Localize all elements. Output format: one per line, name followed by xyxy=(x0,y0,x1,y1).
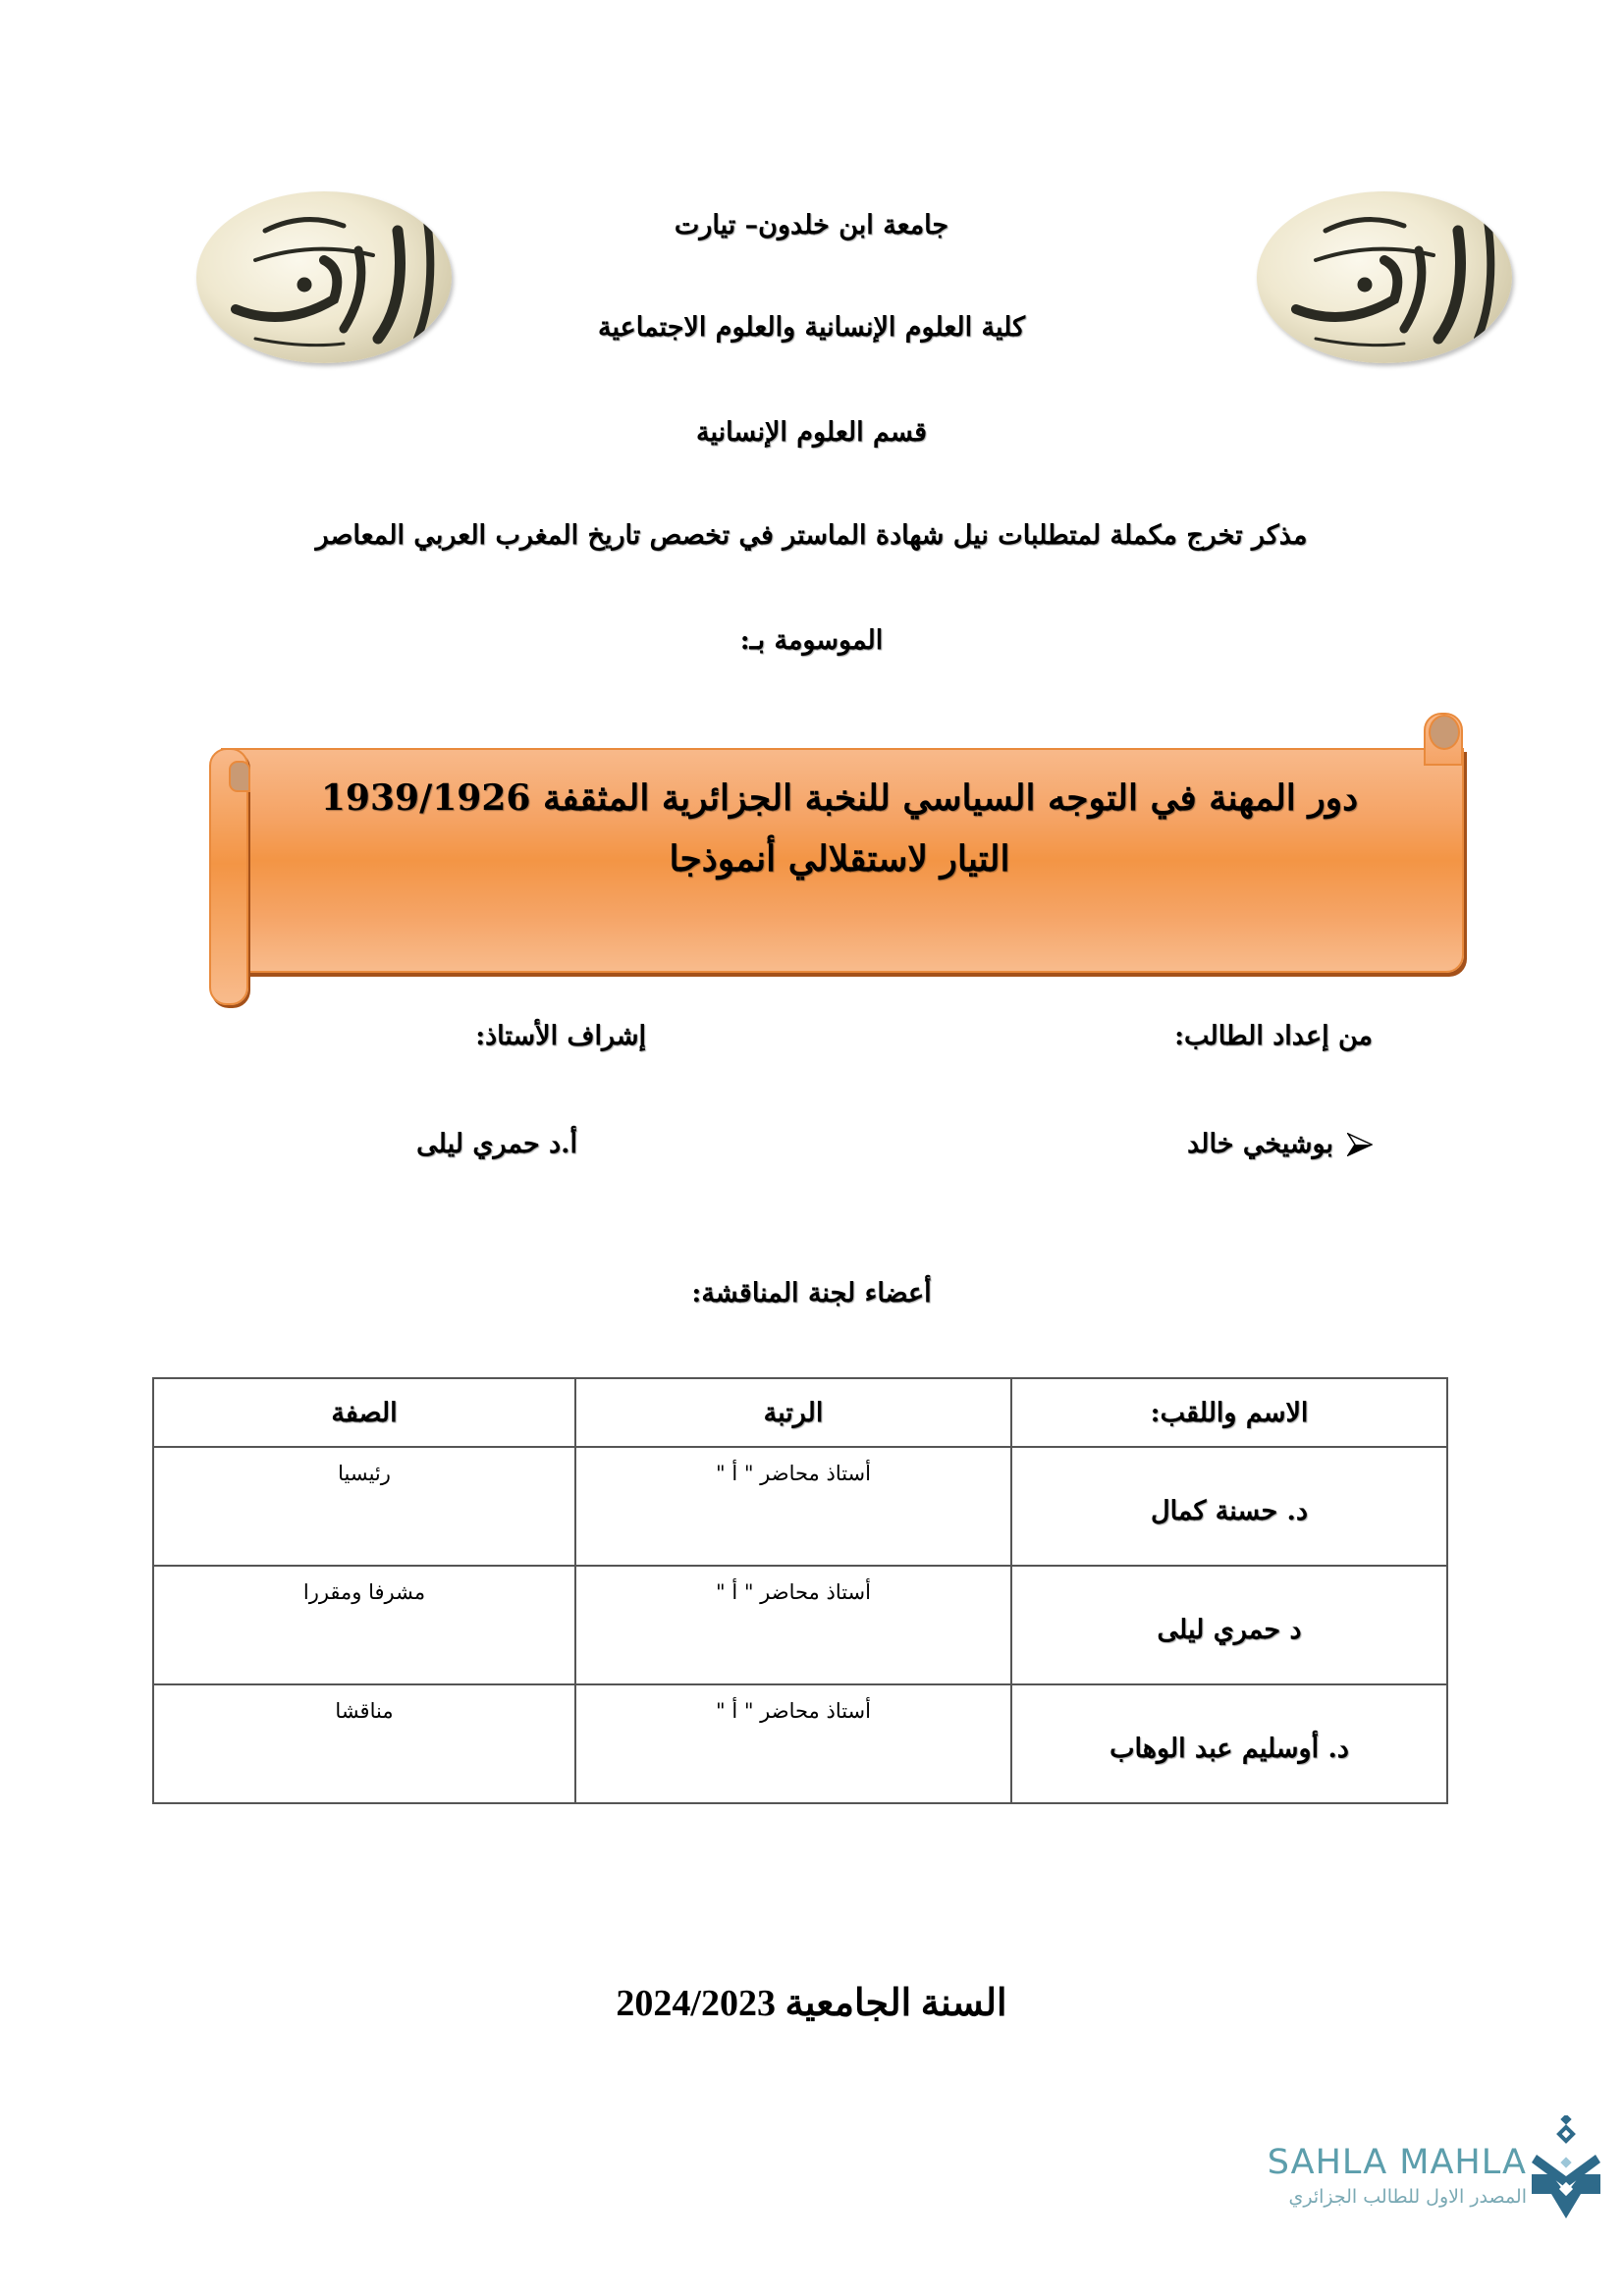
committee-heading: أعضاء لجنة المناقشة: xyxy=(691,1278,932,1308)
table-header-row xyxy=(153,1378,1447,1447)
member-role: مناقشا xyxy=(153,1684,575,1803)
student-entry xyxy=(1187,1129,1373,1159)
committee-table xyxy=(152,1377,1448,1804)
title-banner-scroll xyxy=(201,699,1438,993)
supervisor-label: إشراف الأستاذ: xyxy=(475,1021,646,1051)
table-row xyxy=(153,1447,1447,1566)
thesis-title xyxy=(260,768,1419,889)
scroll-curl-left-icon xyxy=(229,761,250,792)
scroll-curl-right-icon xyxy=(1429,715,1460,750)
sahla-mahla-logo-icon xyxy=(1527,2115,1605,2223)
column-header-role: الصفة xyxy=(153,1378,575,1447)
member-rank: أستاذ محاضر " أ " xyxy=(575,1447,1011,1566)
table-row xyxy=(153,1566,1447,1684)
titled-by-label: الموسومة بـ: xyxy=(739,625,884,656)
member-role: مشرفا ومقررا xyxy=(153,1566,575,1684)
arrow-bullet-icon xyxy=(1347,1133,1373,1156)
column-header-name: الاسم واللقب: xyxy=(1011,1378,1447,1447)
sahla-mahla-title: SAHLA MAHLA xyxy=(1267,2143,1527,2182)
sahla-mahla-watermark xyxy=(1178,2115,1610,2233)
academic-year: السنة الجامعية 2024/2023 xyxy=(616,1983,1007,2024)
faculty-name: كلية العلوم الإنسانية والعلوم الاجتماعية xyxy=(598,312,1025,343)
university-name: جامعة ابن خلدون– تيارت xyxy=(674,210,949,240)
table-row xyxy=(153,1684,1447,1803)
supervisor-name: أ.د حمري ليلى xyxy=(416,1129,577,1159)
member-name: د. أوسليم عبد الوهاب xyxy=(1011,1684,1447,1803)
member-rank: أستاذ محاضر " أ " xyxy=(575,1566,1011,1684)
member-rank: أستاذ محاضر " أ " xyxy=(575,1684,1011,1803)
sahla-mahla-subtitle: المصدر الاول للطالب الجزائري xyxy=(1288,2186,1527,2208)
thesis-title-line1: دور المهنة في التوجه السياسي للنخبة الجزائرية المثقفة 1939/1926 xyxy=(320,777,1359,819)
department-name: قسم العلوم الإنسانية xyxy=(696,417,927,448)
member-name: د حمري ليلى xyxy=(1011,1566,1447,1684)
member-name: د. حسنة كمال xyxy=(1011,1447,1447,1566)
student-name: بوشيخي خالد xyxy=(1187,1129,1333,1159)
thesis-title-line2: التيار لاستقلالي أنموذجا xyxy=(669,838,1010,880)
degree-line: مذكر تخرج مكملة لمتطلبات نيل شهادة الماستر في تخصص تاريخ المغرب العربي المعاصر xyxy=(315,520,1308,551)
column-header-rank: الرتبة xyxy=(575,1378,1011,1447)
prepared-by-label: من إعداد الطالب: xyxy=(1174,1021,1373,1051)
member-role: رئيسيا xyxy=(153,1447,575,1566)
